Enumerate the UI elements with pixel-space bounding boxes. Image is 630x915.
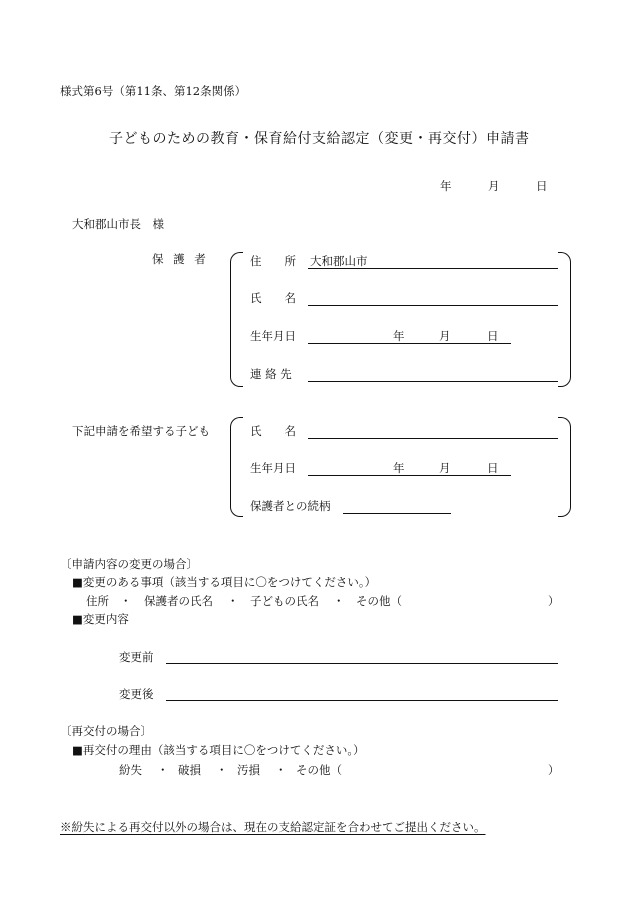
child-birth-year: 年 (393, 461, 405, 475)
child-birth-month: 月 (439, 461, 451, 475)
reissue-option-lost[interactable]: 紛失 (119, 763, 142, 777)
child-birth-field[interactable] (308, 475, 511, 476)
change-section-heading: 〔申請内容の変更の場合〕 (60, 557, 198, 571)
guardian-birth-year: 年 (393, 329, 405, 343)
guardian-address-label: 住 所 (250, 254, 296, 268)
date-year-label: 年 (440, 179, 452, 193)
child-birth-day: 日 (487, 461, 499, 475)
date-month-label: 月 (488, 179, 500, 193)
change-before-field[interactable] (166, 663, 558, 664)
guardian-contact-field[interactable] (308, 381, 558, 382)
addressee: 大和郡山市長 様 (72, 217, 164, 231)
change-content-heading: ■変更内容 (72, 612, 129, 626)
guardian-left-bracket (230, 252, 243, 387)
change-before-label: 変更前 (119, 650, 154, 664)
change-separator: ・ (120, 594, 132, 608)
change-separator: ・ (333, 594, 345, 608)
guardian-address-line (308, 268, 558, 269)
reissue-separator: ・ (157, 763, 169, 777)
child-relation-label: 保護者との続柄 (250, 499, 331, 513)
child-relation-field[interactable] (343, 513, 451, 514)
reissue-option-other[interactable]: その他（ (296, 763, 342, 777)
guardian-right-bracket (558, 252, 571, 387)
guardian-name-field[interactable] (308, 305, 558, 306)
reissue-close-paren: ） (548, 763, 560, 777)
guardian-birth-day: 日 (487, 329, 499, 343)
page-title: 子どものための教育・保育給付支給認定（変更・再交付）申請書 (109, 131, 530, 147)
child-section-label: 下記申請を希望する子ども (72, 424, 210, 438)
change-option-other[interactable]: その他（ (356, 594, 402, 608)
change-option-guardian-name[interactable]: 保護者の氏名 (144, 594, 213, 608)
guardian-section-label: 保 護 者 (152, 252, 209, 266)
reissue-separator: ・ (275, 763, 287, 777)
guardian-birth-label: 生年月日 (250, 329, 296, 343)
reissue-reason-heading: ■再交付の理由（該当する項目に〇をつけてください。） (72, 743, 365, 757)
child-name-label: 氏 名 (250, 424, 296, 438)
guardian-name-label: 氏 名 (250, 291, 296, 305)
change-option-address[interactable]: 住所 (86, 594, 109, 608)
change-close-paren: ） (548, 594, 560, 608)
child-left-bracket (230, 417, 243, 517)
child-birth-label: 生年月日 (250, 461, 296, 475)
guardian-address-value[interactable]: 大和郡山市 (310, 254, 368, 268)
guardian-birth-month: 月 (439, 329, 451, 343)
change-separator: ・ (227, 594, 239, 608)
guardian-birth-field[interactable] (308, 343, 511, 344)
child-name-field[interactable] (308, 438, 558, 439)
date-day-label: 日 (536, 179, 548, 193)
change-item-heading: ■変更のある事項（該当する項目に〇をつけてください。） (72, 575, 377, 589)
change-after-field[interactable] (166, 700, 558, 701)
reissue-option-soiled[interactable]: 汚損 (237, 763, 260, 777)
form-number: 様式第6号（第11条、第12条関係） (60, 84, 247, 98)
guardian-contact-label: 連 絡 先 (250, 367, 292, 381)
change-after-label: 変更後 (119, 687, 154, 701)
footer-note: ※紛失による再交付以外の場合は、現在の支給認定証を合わせてご提出ください。 (60, 820, 486, 834)
reissue-option-damaged[interactable]: 破損 (178, 763, 201, 777)
reissue-section-heading: 〔再交付の場合〕 (60, 724, 152, 738)
child-right-bracket (558, 417, 571, 517)
reissue-separator: ・ (216, 763, 228, 777)
change-option-child-name[interactable]: 子どもの氏名 (250, 594, 319, 608)
